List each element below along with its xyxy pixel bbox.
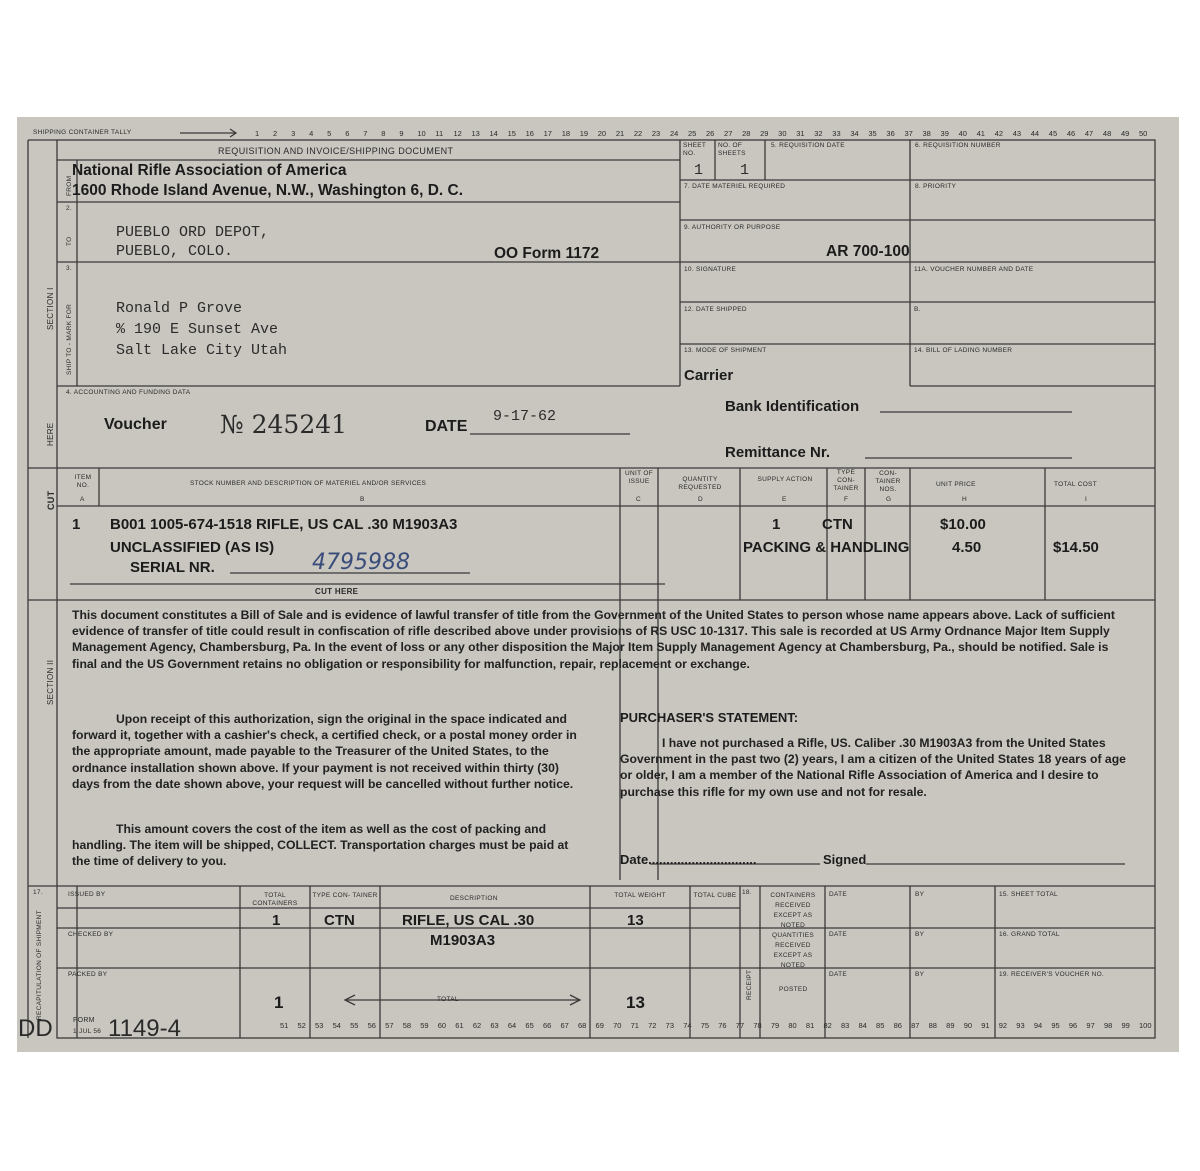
receivers-voucher-label: 19. RECEIVER'S VOUCHER NO. <box>999 971 1105 978</box>
tally-number: 76 <box>718 1021 727 1030</box>
tally-number: 96 <box>1068 1021 1078 1030</box>
tally-number: 92 <box>998 1021 1008 1030</box>
item-no-sub: A <box>80 496 85 503</box>
tally-number: 89 <box>946 1021 955 1030</box>
tally-number: 17 <box>543 129 552 138</box>
tally-number: 11 <box>435 129 444 138</box>
recap-type-value: CTN <box>324 912 355 929</box>
tally-number: 26 <box>706 129 715 138</box>
form-number: 1149-4 <box>108 1015 181 1042</box>
container-nos-header: CON- TAINER NOS. <box>875 470 901 493</box>
tally-number: 41 <box>976 129 985 138</box>
total-cost-sub: I <box>1085 496 1088 503</box>
tally-number: 62 <box>472 1021 482 1030</box>
section-1-label: SECTION I <box>46 287 55 330</box>
form-reference: OO Form 1172 <box>494 245 600 262</box>
tally-number: 83 <box>840 1021 850 1030</box>
tally-number: 54 <box>332 1021 341 1030</box>
containers-received-label: CONTAINERS RECEIVED EXCEPT AS NOTED <box>770 892 816 929</box>
tally-number: 45 <box>1048 129 1058 138</box>
ship-to-side-label: SHIP TO - MARK FOR <box>66 303 73 375</box>
box-3-number: 3. <box>66 265 73 272</box>
unit-price-header: UNIT PRICE <box>936 481 976 488</box>
tally-number: 71 <box>630 1021 639 1030</box>
recap-description-line1: RIFLE, US CAL .30 <box>402 912 535 929</box>
to-address-line2: PUEBLO, COLO. <box>116 243 234 260</box>
box-18-number: 18. <box>742 889 752 896</box>
voucher-label: Voucher <box>104 416 167 433</box>
ship-to-line2: % 190 E Sunset Ave <box>116 321 279 338</box>
receipt-side-label: RECEIPT <box>746 969 753 1000</box>
recap-containers-value: 1 <box>272 912 281 929</box>
tally-number: 37 <box>904 129 913 138</box>
cut-here-side-label: HERE <box>46 422 55 446</box>
cut-side-label: CUT <box>46 490 56 510</box>
tally-number: 98 <box>1103 1021 1113 1030</box>
quantity-header: QUANTITY REQUESTED <box>678 476 722 491</box>
total-cost-header: TOTAL COST <box>1054 481 1097 488</box>
cut-here-label: CUT HERE <box>315 587 359 596</box>
date-materiel-label: 7. DATE MATERIEL REQUIRED <box>684 183 786 190</box>
supply-action-sub: E <box>782 496 787 503</box>
box-11b-label: B. <box>914 306 921 313</box>
checked-by-label: CHECKED BY <box>68 931 114 938</box>
tally-number: 47 <box>1084 129 1094 138</box>
tally-number: 51 <box>280 1021 289 1030</box>
tally-number: 33 <box>832 129 841 138</box>
tally-number: 6 <box>345 129 350 138</box>
box-17-number: 17. <box>33 889 43 896</box>
bill-of-lading-label: 14. BILL OF LADING NUMBER <box>914 347 1013 354</box>
supply-action-header: SUPPLY ACTION <box>757 476 813 483</box>
tally-number: 57 <box>385 1021 394 1030</box>
requisition-number-label: 6. REQUISITION NUMBER <box>915 142 1001 149</box>
tally-number: 13 <box>471 129 480 138</box>
issued-by-label: ISSUED BY <box>68 891 106 898</box>
tally-number: 29 <box>760 129 769 138</box>
tally-number: 61 <box>455 1021 464 1030</box>
tally-number: 20 <box>597 129 607 138</box>
tally-number: 94 <box>1033 1021 1043 1030</box>
tally-number: 7 <box>363 129 368 138</box>
item-no-header: ITEM NO. <box>74 474 92 489</box>
tally-number: 100 <box>1139 1021 1152 1030</box>
recap-weight-value: 13 <box>627 912 644 929</box>
to-address-line1: PUEBLO ORD DEPOT, <box>116 224 270 241</box>
item-number: 1 <box>72 516 81 533</box>
container-type-value: CTN <box>822 516 853 533</box>
tally-number: 80 <box>788 1021 797 1030</box>
tally-number: 81 <box>805 1021 815 1030</box>
total-weight-label: TOTAL WEIGHT <box>614 892 666 899</box>
recap-date-label-1: DATE <box>829 891 848 898</box>
unit-price-sub: H <box>962 496 967 503</box>
tally-number: 32 <box>814 129 823 138</box>
tally-number: 82 <box>823 1021 832 1030</box>
tally-number: 91 <box>981 1021 990 1030</box>
tally-number: 63 <box>490 1021 499 1030</box>
sheet-total-label: 15. SHEET TOTAL <box>999 891 1058 898</box>
unit-price-value: $10.00 <box>940 516 986 533</box>
tally-number: 27 <box>724 129 733 138</box>
tally-number: 75 <box>700 1021 710 1030</box>
tally-number: 93 <box>1016 1021 1025 1030</box>
authority-value: AR 700-100 <box>826 243 910 260</box>
tally-number: 40 <box>958 129 967 138</box>
tally-number: 35 <box>868 129 877 138</box>
total-cost-value: $14.50 <box>1053 539 1099 556</box>
voucher-date: 9-17-62 <box>493 408 557 425</box>
tally-number: 52 <box>297 1021 306 1030</box>
tally-number: 69 <box>595 1021 604 1030</box>
tally-number: 46 <box>1066 129 1076 138</box>
tally-number: 65 <box>525 1021 534 1030</box>
tally-number: 44 <box>1030 129 1040 138</box>
tally-number: 50 <box>1139 129 1148 138</box>
type-container-sub: F <box>844 496 849 503</box>
tally-number: 19 <box>579 129 589 138</box>
cost-coverage-text: This amount covers the cost of the item as well as the cost of packing and handling. The item will be shipped, COLLECT. Transportation charges must be paid at the time of delivery to you. <box>72 822 569 869</box>
unit-issue-header: UNIT OF ISSUE <box>625 470 653 485</box>
tally-number: 70 <box>613 1021 622 1030</box>
from-side-label: FROM <box>66 175 73 196</box>
stock-description-header: STOCK NUMBER AND DESCRIPTION OF MATERIEL AND/OR SERVICES <box>190 480 427 487</box>
tally-number: 95 <box>1051 1021 1060 1030</box>
total-containers-label: TOTAL CONTAINERS <box>252 892 298 907</box>
unit-issue-sub: C <box>636 496 641 503</box>
tally-number: 30 <box>778 129 787 138</box>
description-label: DESCRIPTION <box>450 895 498 902</box>
no-sheets-value: 1 <box>740 162 750 179</box>
tally-number: 14 <box>489 129 498 138</box>
tally-number: 16 <box>525 129 534 138</box>
tally-number: 9 <box>399 129 404 138</box>
tally-number: 10 <box>417 129 426 138</box>
bill-of-sale-text: This document constitutes a Bill of Sale and is evidence of lawful transfer of title from the Government of the United States to person whose name appears above. Lack of sufficient evidence of transfer of title could result in confiscation of rifle described above under provisions of RS USC 10-1317. This sale is recorded at US Army Ordnance Major Item Supply Management Agency, Chambersburg, Pa. In the event of loss or any other disposition the Major Item Supply Management Agency at Chambersburg, Pa., should be notified. Sale is final and the US Government retains no obligation or responsibility for malfunction, repair, replacement or exchange. <box>72 608 1115 671</box>
tally-number: 24 <box>669 129 679 138</box>
tally-number: 15 <box>507 129 516 138</box>
recap-side-label: RECAPITULATION OF SHIPMENT <box>36 910 43 1020</box>
tally-number: 3 <box>291 129 296 138</box>
supply-action-value: 1 <box>772 516 781 533</box>
mode-of-shipment-label: 13. MODE OF SHIPMENT <box>684 347 767 354</box>
tally-number: 66 <box>542 1021 552 1030</box>
tally-number: 22 <box>633 129 643 138</box>
packing-handling-price: 4.50 <box>952 539 982 556</box>
signature-label: 10. SIGNATURE <box>684 266 737 273</box>
item-description-line1: B001 1005-674-1518 RIFLE, US CAL .30 M1903A3 <box>110 516 458 533</box>
grand-total-label: 16. GRAND TOTAL <box>999 931 1060 938</box>
serial-label: SERIAL NR. <box>130 559 215 576</box>
tally-number: 1 <box>255 129 260 138</box>
tally-number: 31 <box>796 129 805 138</box>
mode-of-shipment-value: Carrier <box>684 367 734 384</box>
from-address-line2: 1600 Rhode Island Avenue, N.W., Washington 6, D. C. <box>72 182 464 199</box>
tally-number: 72 <box>648 1021 657 1030</box>
tally-number: 8 <box>381 129 386 138</box>
stock-sub: B <box>360 496 365 503</box>
tally-number: 4 <box>309 129 314 138</box>
receipt-instructions-text: Upon receipt of this authorization, sign the original in the space indicated and forward it, together with a cashier's check, a certified check, or a postal money order in the appropriate amount, made payable to the Treasurer of the United States, to the ordnance installation shown above. If your payment is not received within thirty (30) days from the date shown above, your request will be cancelled without further notice. <box>72 712 577 791</box>
tally-number: 21 <box>615 129 625 138</box>
tally-number: 59 <box>420 1021 429 1030</box>
item-description-line2: UNCLASSIFIED (AS IS) <box>110 539 275 556</box>
total-cube-label: TOTAL CUBE <box>693 892 737 899</box>
tally-number: 86 <box>893 1021 902 1030</box>
remittance-label: Remittance Nr. <box>725 444 831 461</box>
tally-number: 43 <box>1012 129 1022 138</box>
form-word: FORM <box>73 1017 95 1024</box>
tally-number: 79 <box>770 1021 780 1030</box>
from-address-line1: National Rifle Association of America <box>72 162 347 179</box>
recap-description-line2: M1903A3 <box>430 932 496 949</box>
purchaser-date-line: Date.............................. <box>620 852 757 867</box>
tally-number: 58 <box>402 1021 412 1030</box>
tally-number: 38 <box>922 129 931 138</box>
voucher-number-date-label: 11A. VOUCHER NUMBER AND DATE <box>914 266 1034 273</box>
tally-number: 78 <box>753 1021 762 1030</box>
recap-total-label: TOTAL <box>437 996 459 1003</box>
tally-number: 99 <box>1121 1021 1130 1030</box>
tally-number: 55 <box>350 1021 359 1030</box>
tally-number: 73 <box>665 1021 675 1030</box>
tally-number: 25 <box>687 129 697 138</box>
tally-number: 56 <box>367 1021 376 1030</box>
section-2-label: SECTION II <box>46 659 55 705</box>
recap-total-weight-value: 13 <box>626 993 645 1012</box>
quantity-sub: D <box>698 496 703 503</box>
tally-number: 49 <box>1120 129 1130 138</box>
tally-number: 34 <box>850 129 859 138</box>
tally-number: 36 <box>886 129 895 138</box>
tally-number: 87 <box>911 1021 920 1030</box>
form-id-prefix: DD <box>18 1015 53 1042</box>
type-container-label: TYPE CON- TAINER <box>312 892 378 899</box>
form-title: REQUISITION AND INVOICE/SHIPPING DOCUMENT <box>218 146 454 156</box>
recap-total-containers-value: 1 <box>274 993 284 1012</box>
tally-number: 60 <box>437 1021 447 1030</box>
tally-label: SHIPPING CONTAINER TALLY <box>33 129 132 136</box>
no-sheets-label: NO. OF SHEETS <box>718 142 746 157</box>
purchaser-statement-text: I have not purchased a Rifle, US. Caliber .30 M1903A3 from the United States Government in the past two (2) years, I am a citizen of the United States 18 years of age or older, I am a member of the National Rifle Association of America and I desire to purchase this rifle for my own use and not for resale. <box>620 736 1126 799</box>
container-nos-sub: G <box>886 496 892 503</box>
purchaser-signed-label: Signed <box>823 852 867 867</box>
posted-label: POSTED <box>779 986 808 993</box>
sheet-no-label: SHEET NO. <box>683 142 707 157</box>
tally-number: 74 <box>683 1021 692 1030</box>
tally-number: 68 <box>578 1021 587 1030</box>
tally-number: 2 <box>273 129 278 138</box>
tally-number: 48 <box>1102 129 1112 138</box>
bank-identification-label: Bank Identification <box>725 398 860 415</box>
serial-number-handwritten: 4795988 <box>312 550 410 575</box>
packing-handling-label: PACKING & HANDLING <box>743 539 910 556</box>
date-label: DATE <box>425 418 468 435</box>
accounting-label: 4. ACCOUNTING AND FUNDING DATA <box>66 389 191 396</box>
tally-number: 23 <box>651 129 661 138</box>
date-shipped-label: 12. DATE SHIPPED <box>684 306 747 313</box>
tally-number: 97 <box>1086 1021 1095 1030</box>
tally-number: 39 <box>940 129 949 138</box>
sheet-no-value: 1 <box>694 162 704 179</box>
type-container-header: TYPE CON- TAINER <box>833 469 859 492</box>
to-side-label: TO <box>66 236 73 246</box>
voucher-number: № 245241 <box>220 410 348 439</box>
ship-to-line1: Ronald P Grove <box>116 300 243 317</box>
authority-label: 9. AUTHORITY OR PURPOSE <box>684 224 781 231</box>
tally-number: 5 <box>327 129 332 138</box>
ship-to-line3: Salt Lake City Utah <box>116 342 288 359</box>
purchaser-statement-title: PURCHASER'S STATEMENT: <box>620 710 799 725</box>
tally-number: 53 <box>315 1021 324 1030</box>
requisition-date-label: 5. REQUISITION DATE <box>771 142 845 149</box>
packed-by-label: PACKED BY <box>68 971 108 978</box>
form-date: 1 JUL 56 <box>73 1028 102 1035</box>
recap-date-label-2: DATE <box>829 931 848 938</box>
recap-by-label-2: BY <box>915 931 925 938</box>
priority-label: 8. PRIORITY <box>915 183 957 190</box>
tally-number: 18 <box>561 129 571 138</box>
tally-number: 84 <box>858 1021 867 1030</box>
tally-number: 28 <box>742 129 751 138</box>
tally-number: 67 <box>560 1021 569 1030</box>
recap-date-label-3: DATE <box>829 971 848 978</box>
tally-number: 42 <box>994 129 1004 138</box>
tally-number: 12 <box>453 129 462 138</box>
tally-number: 77 <box>735 1021 745 1030</box>
box-2-number: 2. <box>66 205 73 212</box>
tally-number: 88 <box>928 1021 937 1030</box>
tally-number: 85 <box>876 1021 885 1030</box>
recap-by-label-1: BY <box>915 891 925 898</box>
tally-number: 64 <box>507 1021 517 1030</box>
recap-by-label-3: BY <box>915 971 925 978</box>
quantities-received-label: QUANTITIES RECEIVED EXCEPT AS NOTED <box>771 932 814 969</box>
tally-number: 90 <box>963 1021 973 1030</box>
